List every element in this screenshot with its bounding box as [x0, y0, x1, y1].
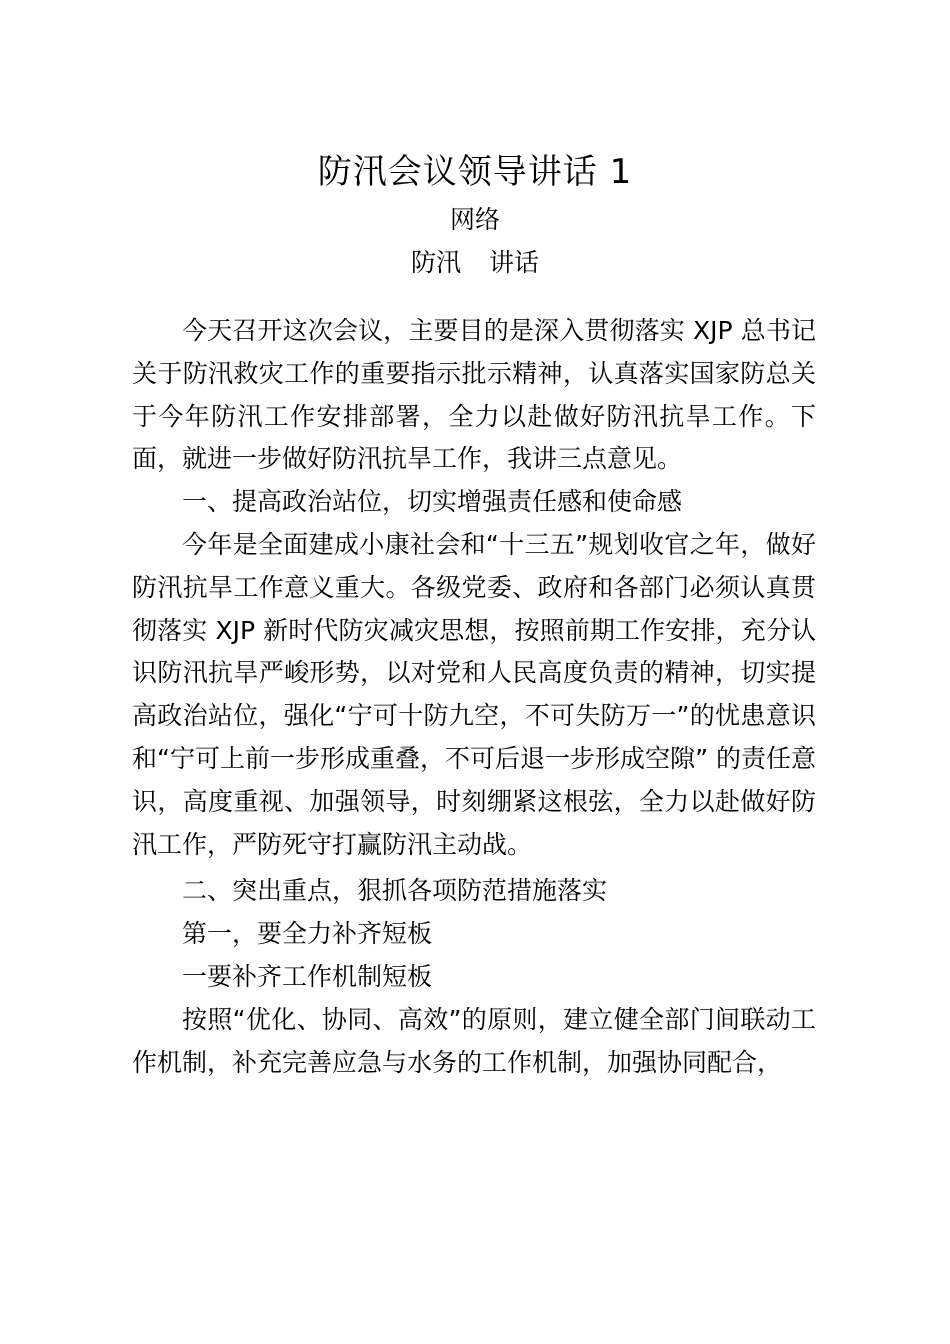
section-heading-1: 一、提高政治站位，切实增强责任感和使命感: [182, 487, 683, 517]
subheading-mechanism: 一要补齐工作机制短板: [182, 961, 433, 991]
document-keywords: [0, 246, 950, 280]
paragraph-section-1: 今年是全面建成小康社会和“十三五”规划收官之年，做好防汛抗旱工作意义重大。各级党委、政府和各部门必须认真贯彻落实 XJP 新时代防灾减灾思想，按照前期工作安排，充分认识防汛抗旱严峻形势，以对党和人民高度负责的精神，切实提高政治站位，强化“宁可十防九空，不可失防万一”的忧患意识和“宁可上前一步形成重叠，不可后退一步形成空隙” 的责任意识，高度重视、加强领导，时刻绷紧这根弦，全力以赴做好防汛工作，严防死守打赢防汛主动战。: [132, 529, 816, 859]
paragraph-intro: 今天召开这次会议，主要目的是深入贯彻落实 XJP 总书记关于防汛救灾工作的重要指示批示精神，认真落实国家防总关于今年防汛工作安排部署，全力以赴做好防汛抗旱工作。下面，就进一步做好防汛抗旱工作，我讲三点意见。: [132, 316, 816, 474]
subheading-first: 第一，要全力补齐短板: [182, 919, 433, 949]
keyword: 讲话: [489, 248, 540, 277]
paragraph-mechanism: 按照“优化、协同、高效”的原则，建立健全部门间联动工作机制，补充完善应急与水务的工作机制，加强协同配合，: [132, 1004, 816, 1077]
keyword: 防汛: [410, 248, 461, 277]
document-source: 网络: [449, 205, 500, 234]
section-heading-2: 二、突出重点，狠抓各项防范措施落实: [182, 876, 608, 906]
document-title: 防汛会议领导讲话 1: [317, 152, 633, 192]
document-body: [132, 310, 816, 1084]
